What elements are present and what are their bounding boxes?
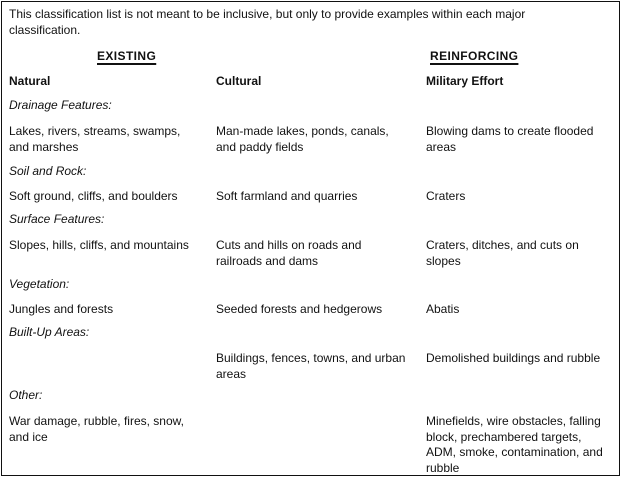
military-cell: Craters [426,189,466,203]
category-built-up: Built-Up Areas: [9,325,90,339]
existing-header: EXISTING [97,49,157,63]
natural-cell: and marshes [9,139,79,154]
natural-cell: War damage, rubble, fires, snow, [9,414,184,428]
cultural-cell: areas [216,366,247,381]
intro-line-1: This classification list is not meant to be inclusive, but only to provide examples within each major [9,7,526,21]
natural-cell: Lakes, rivers, streams, swamps, [9,124,181,138]
cultural-cell: Soft farmland and quarries [216,189,358,203]
natural-cell: Jungles and forests [9,302,114,316]
reinforcing-header: REINFORCING [430,49,519,63]
military-cell: Craters, ditches, and cuts on [426,238,579,252]
military-cell: rubble [426,460,460,475]
cultural-cell: Man-made lakes, ponds, canals, [216,124,389,138]
intro-line-2: classification. [9,23,81,37]
natural-cell: Soft ground, cliffs, and boulders [9,189,178,203]
cultural-cell: Seeded forests and hedgerows [216,302,383,316]
cultural-cell: and paddy fields [216,139,304,154]
military-cell: Abatis [426,302,460,316]
category-other: Other: [9,388,43,402]
cultural-cell: railroads and dams [216,253,319,268]
cultural-cell: Cuts and hills on roads and [216,238,362,252]
category-soil-rock: Soil and Rock: [9,164,87,178]
cultural-column-header: Cultural [216,74,262,88]
military-cell: slopes [426,253,461,268]
cultural-cell: Buildings, fences, towns, and urban [216,351,406,365]
military-cell: Demolished buildings and rubble [426,351,601,365]
natural-cell: and ice [9,429,48,444]
military-cell: Minefields, wire obstacles, falling [426,414,601,428]
category-vegetation: Vegetation: [9,277,70,291]
military-column-header: Military Effort [426,74,504,88]
category-drainage: Drainage Features: [9,98,112,112]
category-surface: Surface Features: [9,212,105,226]
military-cell: block, prechambered targets, [426,429,582,444]
military-cell: areas [426,139,457,154]
military-cell: ADM, smoke, contamination, and [426,445,603,459]
natural-column-header: Natural [9,74,51,88]
natural-cell: Slopes, hills, cliffs, and mountains [9,238,189,252]
military-cell: Blowing dams to create flooded [426,124,594,138]
